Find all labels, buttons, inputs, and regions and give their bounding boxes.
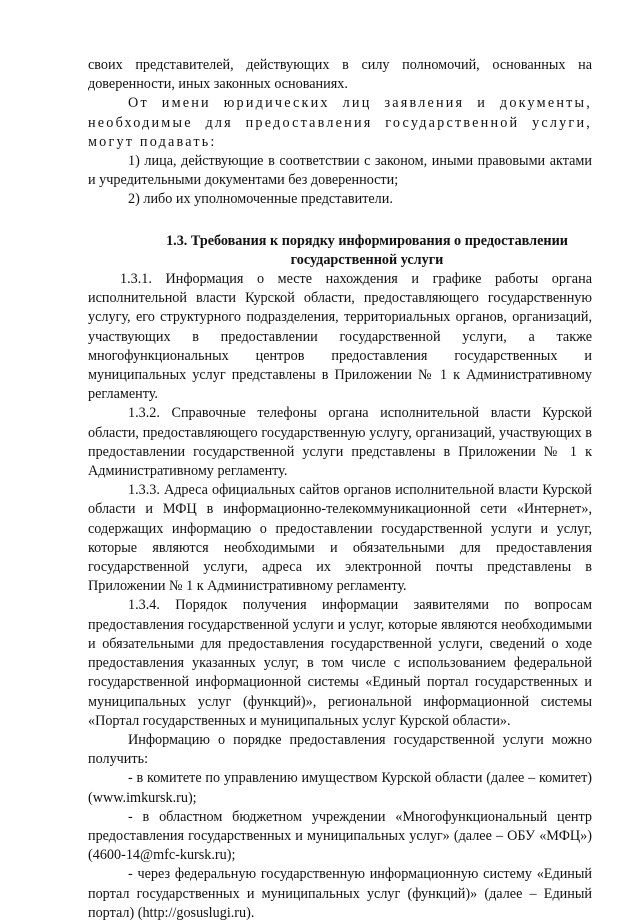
paragraph-1-3-1: 1.3.1. Информация о месте нахождения и графике работы органа исполнительной власти Курской области, предоставляющего государственную услугу, его структурного подразделения, территориальных органов, организаций, участвующих в предоставлении государственной услуги, а также многофункциональных центров предоставления государственных и муниципальных услуг представлены в Приложении № 1 к Административному регламенту. <box>88 271 592 403</box>
section-heading: 1.3. Требования к порядку информирования о предоставлении государственной услуги <box>166 232 568 268</box>
paragraph-list-item-1: 1) лица, действующие в соответствии с законом, иными правовыми актами и учредительными документами без доверенности; <box>88 153 592 189</box>
paragraph-legal-entities: От имени юридических лиц заявления и документы, необходимые для предоставления государственной услуги, могут подавать: <box>88 95 592 150</box>
paragraph-representatives: своих представителей, действующих в силу полномочий, основанных на доверенности, иных законных основаниях. <box>88 57 592 93</box>
paragraph-1-3-2: 1.3.2. Справочные телефоны органа исполнительной власти Курской области, предоставляющего государственную услугу, организаций, участвующих в предоставлении государственной услуги представлены в Приложении № 1 к Административному регламенту. <box>88 405 592 480</box>
paragraph-bullet-portal: - через федеральную государственную информационную систему «Единый портал государственных и муниципальных услуг (функций)» (далее – Единый портал) (http://gosuslugi.ru). <box>88 866 592 921</box>
paragraph-1-3-3: 1.3.3. Адреса официальных сайтов органов исполнительной власти Курской области и МФЦ в информационно-телекоммуникационной сети «Интернет», содержащих информацию о предоставлении государственной услуги и услуг, которые являются необходимыми и обязательными для предоставления государственной услуги, адреса их электронной почты представлены в Приложении № 1 к Административному регламенту. <box>88 482 592 595</box>
document-page <box>88 56 592 923</box>
paragraph-list-item-2: 2) либо их уполномоченные представители. <box>128 191 393 208</box>
paragraph-info-sources-intro: Информацию о порядке предоставления государственной услуги можно получить: <box>88 731 592 768</box>
paragraph-1-3-4: 1.3.4. Порядок получения информации заявителями по вопросам предоставления государственной услуги и услуг, которые являются необходимыми и обязательными для предоставления государственной услуги, сведений о ходе предоставления указанных услуг, в том числе с использованием федеральной государственной информационной системы «Единый портал государственных и муниципальных услуг (функций)», региональной информационной системы «Портал государственных и муниципальных услуг Курской области». <box>88 597 592 729</box>
paragraph-bullet-committee: - в комитете по управлению имуществом Курской области (далее – комитет) (www.imkursk.ru); <box>88 770 592 806</box>
paragraph-bullet-mfc: - в областном бюджетном учреждении «Многофункциональный центр предоставления государственных и муниципальных услуг» (далее – ОБУ «МФЦ») (4600-14@mfc-kursk.ru); <box>88 808 592 864</box>
